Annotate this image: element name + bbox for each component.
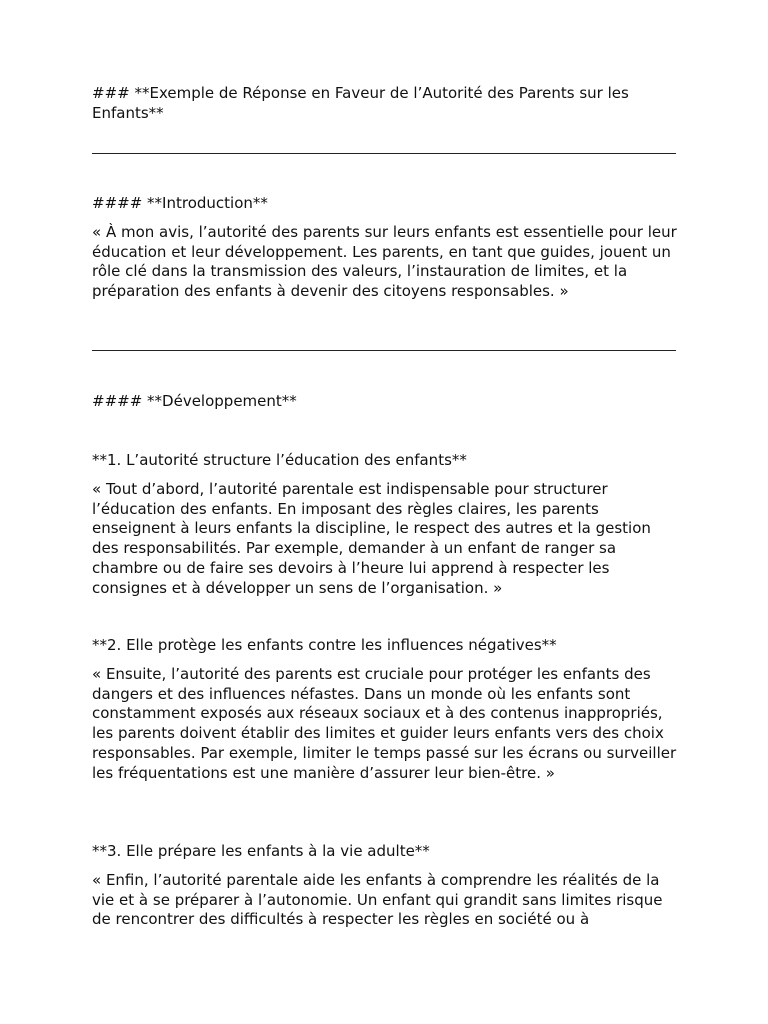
- document-title: ### **Exemple de Réponse en Faveur de l’Autorité des Parents sur les Enfants**: [92, 84, 629, 122]
- horizontal-rule: [92, 153, 676, 154]
- point-3-heading: **3. Elle prépare les enfants à la vie adulte**: [92, 842, 430, 860]
- intro-heading: #### **Introduction**: [92, 194, 268, 212]
- intro-paragraph: « À mon avis, l’autorité des parents sur leurs enfants est essentielle pour leur éducation et leur développement. Les parents, en tant que guides, jouent un rôle clé dans la transmission des valeurs, l’instauration de limites, et la préparation des enfants à devenir des citoyens responsables. »: [92, 223, 677, 301]
- point-3-paragraph: « Enfin, l’autorité parentale aide les enfants à comprendre les réalités de la vie et à se préparer à l’autonomie. Un enfant qui grandit sans limites risque de rencontrer des difficultés à respecter les règles en société ou à: [92, 871, 663, 929]
- point-1-paragraph: « Tout d’abord, l’autorité parentale est indispensable pour structurer l’éducation des enfants. En imposant des règles claires, les parents enseignent à leurs enfants la discipline, le respect des autres et la gestion des responsabilités. Par exemple, demander à un enfant de ranger sa chambre ou de faire ses devoirs à l’heure lui apprend à respecter les consignes et à développer un sens de l’organisation. »: [92, 480, 651, 597]
- horizontal-rule: [92, 350, 676, 351]
- development-heading: #### **Développement**: [92, 392, 297, 410]
- point-1-heading: **1. L’autorité structure l’éducation des enfants**: [92, 451, 467, 469]
- point-2-paragraph: « Ensuite, l’autorité des parents est cruciale pour protéger les enfants des dangers et des influences néfastes. Dans un monde où les enfants sont constamment exposés aux réseaux sociaux et à des contenus inappropriés, les parents doivent établir des limites et guider leurs enfants vers des choix responsables. Par exemple, limiter le temps passé sur les écrans ou surveiller les fréquentations est une manière d’assurer leur bien-être. »: [92, 665, 677, 782]
- point-2-heading: **2. Elle protège les enfants contre les influences négatives**: [92, 636, 557, 654]
